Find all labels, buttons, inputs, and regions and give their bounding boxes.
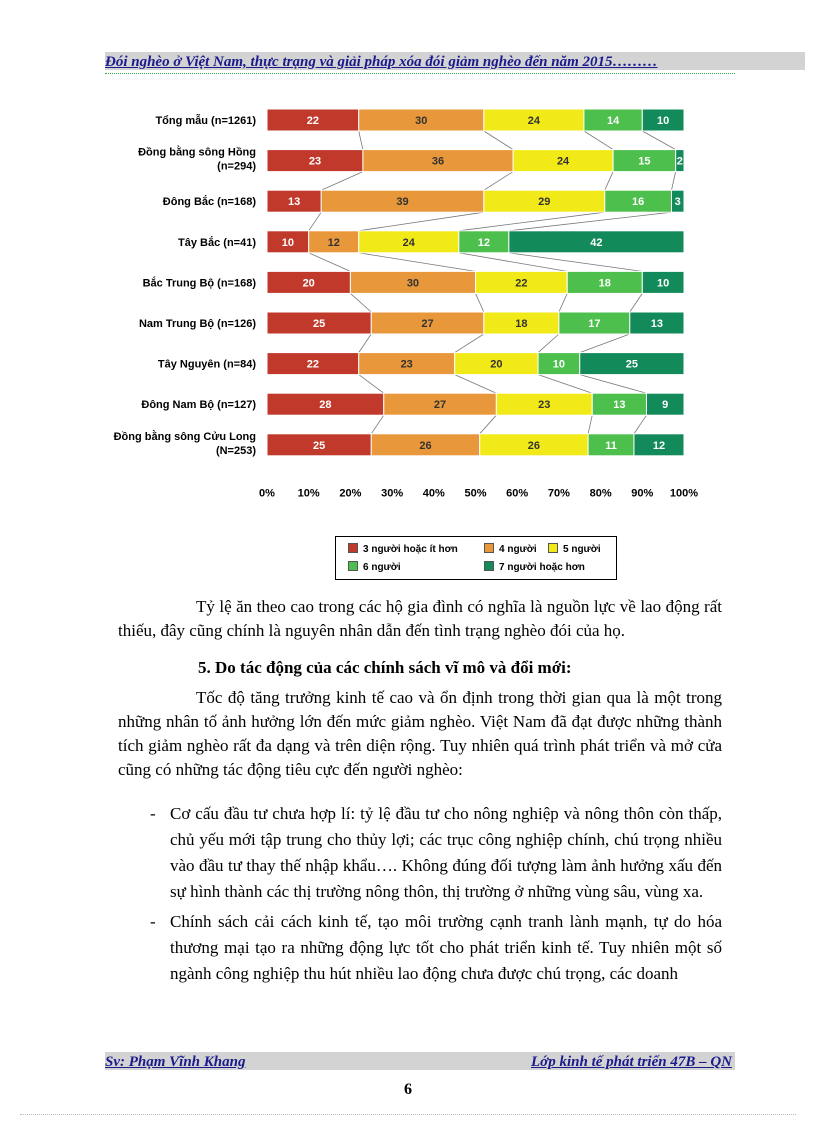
bar-value-label: 14 (606, 115, 620, 127)
connector-line (538, 334, 559, 353)
connector-line (455, 334, 484, 353)
connector-line (359, 212, 484, 231)
legend-label: 4 người (499, 544, 537, 555)
bar-value-label: 12 (477, 236, 490, 249)
stacked-bar-chart (100, 100, 710, 500)
bar-value-label: 23 (538, 399, 551, 412)
bar-value-label: 25 (313, 318, 326, 330)
legend-label: 6 người (363, 562, 401, 573)
bar-value-label: 3 (674, 196, 681, 209)
bar-value-label: 17 (588, 318, 601, 330)
legend-swatch (484, 543, 494, 553)
bar-value-label: 42 (590, 236, 603, 249)
connector-line (580, 334, 630, 353)
bar-value-label: 30 (415, 115, 428, 127)
connector-line (671, 172, 675, 191)
category-label: Nam Trung Bộ (n=126) (138, 318, 256, 330)
connector-line (480, 415, 497, 434)
connector-line (588, 415, 592, 434)
x-tick-label: 50% (464, 487, 487, 500)
category-label: Tây Bắc (n=41) (178, 236, 256, 249)
legend-label: 5 người (563, 544, 601, 555)
bar-value-label: 13 (613, 399, 626, 412)
legend-label: 7 người hoặc hơn (499, 562, 585, 573)
bar-value-label: 23 (400, 358, 413, 371)
category-label: Đông Bắc (n=168) (162, 196, 256, 209)
legend-item-3-or-less (348, 543, 458, 557)
bar-value-label: 30 (406, 277, 420, 290)
bar-value-label: 13 (650, 318, 664, 330)
bar-value-label: 22 (306, 115, 319, 127)
bar-value-label: 15 (638, 155, 651, 168)
category-label: Bắc Trung Bộ (n=168) (142, 277, 256, 290)
bar-value-label: 18 (515, 318, 528, 330)
legend-swatch (348, 543, 358, 553)
bullet-dash: - (150, 912, 156, 931)
connector-line (350, 293, 371, 312)
x-tick-label: 80% (589, 487, 612, 500)
category-label: Tây Nguyên (n=84) (157, 358, 256, 371)
bar-value-label: 10 (552, 358, 566, 371)
bar-value-label: 26 (527, 439, 541, 452)
bar-value-label: 20 (302, 277, 315, 290)
chart-legend (335, 536, 617, 580)
connector-line (359, 375, 384, 394)
bullet-list (150, 801, 722, 991)
connector-line (459, 253, 567, 272)
legend-swatch (484, 561, 494, 571)
bar-value-label: 18 (598, 277, 611, 290)
x-tick-label: 70% (547, 487, 570, 500)
connector-line (484, 131, 513, 150)
category-label: Đồng bằng sông Hồng (n=294) (138, 146, 256, 173)
bar-value-label: 23 (308, 155, 322, 168)
list-item (150, 909, 722, 987)
bar-value-label: 22 (515, 277, 528, 290)
legend-item-6 (348, 561, 401, 575)
connector-line (605, 172, 613, 191)
list-item-text: Chính sách cải cách kinh tế, tạo môi trường cạnh tranh lành mạnh, tự do hóa thương mại tạo ra những động lực tốt cho phát triển kinh tế. Tuy nhiên một số ngành công nghiệp thu hút nhiều lao động chưa được chú trọng, các doanh (170, 912, 722, 983)
connector-line (359, 253, 476, 272)
legend-item-7-or-more (484, 561, 585, 575)
connector-line (359, 334, 372, 353)
bar-value-label: 9 (662, 399, 669, 412)
x-tick-label: 60% (506, 487, 529, 500)
connector-line (509, 253, 642, 272)
connector-line (538, 375, 592, 394)
x-tick-label: 10% (297, 487, 320, 500)
bar-value-label: 28 (319, 399, 332, 412)
connector-line (455, 375, 497, 394)
legend-label: 3 người hoặc ít hơn (363, 544, 458, 555)
page-header-title: Đói nghèo ở Việt Nam, thực trạng và giải pháp xóa đói giảm nghèo đến năm 2015……… (105, 54, 658, 70)
footer-student: Sv: Phạm Vĩnh Khang (105, 1054, 246, 1070)
bar-value-label: 25 (313, 439, 326, 452)
bar-value-label: 12 (327, 236, 340, 249)
header-underline (105, 70, 735, 74)
bar-value-label: 12 (652, 439, 666, 452)
connector-line (371, 415, 384, 434)
bar-value-label: 39 (396, 196, 409, 209)
legend-swatch (348, 561, 358, 571)
category-label: Đồng bằng sông Cửu Long (N=253) (113, 430, 256, 457)
list-item (150, 801, 722, 905)
legend-item-4 (484, 543, 537, 557)
x-tick-label: 20% (339, 487, 362, 500)
x-tick-label: 100% (669, 487, 699, 500)
bottom-rule (20, 1114, 796, 1115)
bar-value-label: 24 (402, 236, 415, 249)
bar-value-label: 10 (657, 277, 670, 290)
section-heading: 5. Do tác động của các chính sách vĩ mô và đổi mới: (198, 658, 572, 677)
paragraph-dependency-ratio: Tỷ lệ ăn theo cao trong các hộ gia đình có nghĩa là nguồn lực về lao động rất thiếu, đây cũng chính là nguyên nhân dẫn đến tình trạng nghèo đói của họ. (118, 597, 722, 640)
footer-class: Lớp kinh tế phát triển 47B – QN (531, 1054, 732, 1070)
bar-value-label: 27 (433, 399, 447, 412)
category-label: Đông Nam Bộ (n=127) (141, 399, 256, 412)
connector-line (630, 293, 643, 312)
bar-value-label: 22 (306, 358, 319, 371)
bar-value-label: 27 (421, 318, 434, 330)
connector-line (580, 375, 647, 394)
paragraph-growth: Tốc độ tăng trưởng kinh tế cao và ổn định trong thời gian qua là một trong những nhân tố ảnh hưởng lớn đến mức giảm nghèo. Việt Nam đã đạt được những thành tích giảm nghèo rất đa dạng và trên diện rộng. Tuy nhiên quá trình phát triển và mở cửa cũng có những tác động tiêu cực đến người nghèo: (118, 688, 722, 779)
bar-value-label: 2 (676, 155, 683, 168)
connector-line (309, 212, 322, 231)
page-number: 6 (404, 1081, 412, 1098)
bar-value-label: 26 (419, 439, 432, 452)
connector-line (359, 131, 363, 150)
bar-value-label: 11 (605, 439, 617, 452)
connector-line (584, 131, 613, 150)
x-tick-label: 90% (631, 487, 654, 500)
connector-line (309, 253, 351, 272)
bar-value-label: 29 (538, 196, 551, 209)
bar-value-label: 10 (281, 236, 294, 249)
connector-line (321, 172, 363, 191)
bar-value-label: 25 (625, 358, 638, 371)
x-tick-label: 0% (259, 487, 275, 500)
x-tick-label: 40% (422, 487, 445, 500)
connector-line (559, 293, 567, 312)
x-tick-label: 30% (381, 487, 404, 500)
bar-value-label: 20 (490, 358, 503, 371)
bullet-dash: - (150, 804, 156, 823)
connector-line (634, 415, 647, 434)
bar-value-label: 24 (556, 155, 570, 168)
legend-item-5 (548, 543, 601, 557)
bar-value-label: 36 (431, 155, 445, 168)
bar-value-label: 13 (287, 196, 301, 209)
category-label: Tổng mẫu (n=1261) (155, 115, 256, 127)
legend-swatch (548, 543, 558, 553)
bar-value-label: 24 (527, 115, 541, 127)
bar-value-label: 16 (632, 196, 645, 209)
connector-line (642, 131, 675, 150)
connector-line (476, 293, 484, 312)
connector-line (484, 172, 513, 191)
list-item-text: Cơ cấu đầu tư chưa hợp lí: tỷ lệ đầu tư cho nông nghiệp và nông thôn còn thấp, chủ yếu mới tập trung cho thủy lợi; các trục công nghiệp chính, chú trọng nhiều vào đầu tư thay thế nhập khẩu…. Không đúng đối tượng làm ảnh hưởng xấu đến sự hình thành các thị trường nông thôn, thị trường ở những vùng sâu, vùng xa. (170, 804, 722, 901)
bar-value-label: 10 (657, 115, 670, 127)
